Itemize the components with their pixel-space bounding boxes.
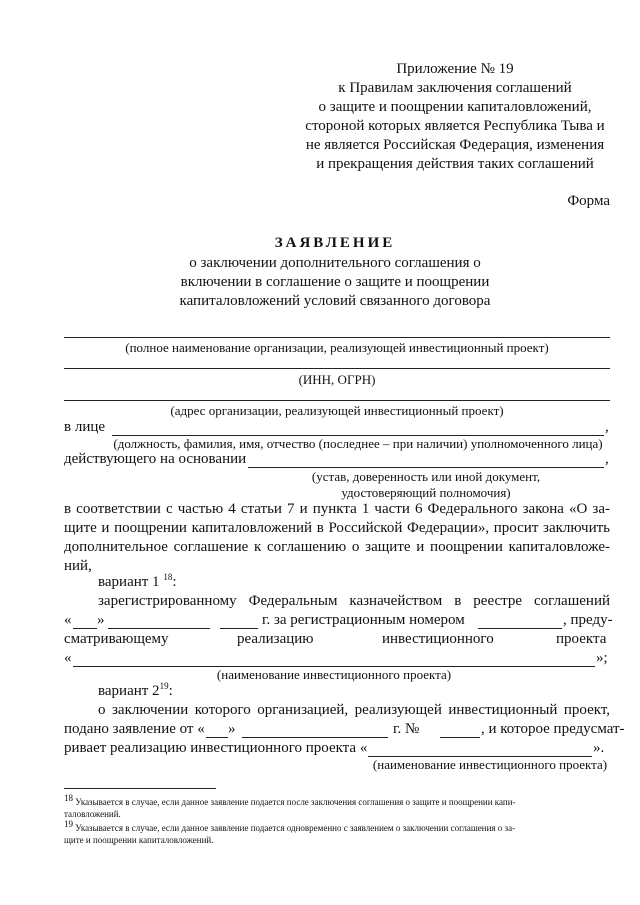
footnote-18 [64,793,610,808]
quote-open: « [64,650,72,666]
basis-hint: удостоверяющий полномочия) [341,485,511,500]
variant2-number-label: г. № [393,721,420,737]
variant1-month-field[interactable] [108,628,210,629]
appendix-line: стороной которых является Республика Тыва и [305,118,605,134]
position-hint: (должность, фамилия, имя, отчество (последнее – при наличии) уполномоченного лица) [113,436,603,451]
variant1-regnumber-field[interactable] [478,628,562,629]
org-name-hint: (полное наименование организации, реализующей инвестиционный проект) [125,340,549,355]
org-name-field[interactable] [64,337,610,338]
body-line: в соответствии с частью 4 статьи 7 и пункта 1 части 6 Федерального закона «О за- [64,501,610,517]
basis-field[interactable] [248,467,604,468]
variant2-label: вариант $2^{19}$: [98,681,173,699]
quote-close: » [228,721,236,737]
appendix-line: о защите и поощрении капиталовложений, [318,99,592,115]
inn-ogrn-field[interactable] [64,368,610,369]
inn-ogrn-hint: (ИНН, ОГРН) [298,372,376,387]
variant1-label: вариант 1 $^{18}$: [98,572,177,590]
footnote-text: Указывается в случае, если данное заявление подается одновременно с заявлением о заключении соглашения о за- [75,823,516,833]
variant1-year-label: г. за регистрационным номером [262,612,465,628]
footnote-ref-19[interactable]: 19 [159,681,169,691]
quote-close: »; [596,650,608,666]
appendix-number: Приложение № 19 [396,61,514,77]
body-line: ний, [64,558,92,574]
variant2-text: , и которое предусмат- [481,721,625,737]
footnote-19 [64,819,610,834]
variant2-day-field[interactable] [206,737,228,738]
appendix-line: к Правилам заключения соглашений [338,80,572,96]
footnote-ref-18[interactable]: 18 [163,572,173,582]
body-line: дополнительное соглашение к соглашению о защите и поощрении капиталовложе- [64,539,610,555]
footnote-text: таловложений. [64,809,121,819]
variant1-word: проекта [556,631,607,647]
variant2-number-field[interactable] [440,737,480,738]
variant1-line: зарегистрированному Федеральным казначейством в реестре соглашений [98,593,610,609]
basis-hint: (устав, доверенность или иной документ, [311,469,541,484]
footnote-separator [64,788,216,789]
variant2-text: ривает реализацию инвестиционного проекта « [64,740,368,756]
footnote-text: щите и поощрении капиталовложений. [64,835,214,845]
variant2-text: подано заявление от « [64,721,205,737]
variant1-year-field[interactable] [220,628,258,629]
variant1-word: реализацию [237,631,314,647]
in-person-label: в лице [64,419,106,435]
title-subline: о заключении дополнительного соглашения о [189,255,481,271]
quote-close: » [97,612,105,628]
footnote-number: 18 [64,793,73,803]
title-subline: капиталовложений условий связанного договора [179,293,491,309]
variant1-word: сматривающему [64,631,169,647]
address-field[interactable] [64,400,610,401]
appendix-line: и прекращения действия таких соглашений [316,156,594,172]
variant1-word: инвестиционного [382,631,494,647]
body-line: щите и поощрении капиталовложений в Российской Федерации», просит заключить [64,520,610,536]
variant2-date-field[interactable] [242,737,388,738]
variant2-line: о заключении которого организацией, реализующей инвестиционный проект, [98,702,610,718]
document-title: ЗАЯВЛЕНИЕ [274,235,396,251]
appendix-line: не является Российская Федерация, изменения [305,137,605,153]
title-subline: включении в соглашение о защите и поощрении [180,274,490,290]
footnote-number: 19 [64,819,73,829]
variant2-project-hint: (наименование инвестиционного проекта) [372,757,608,772]
form-label: Форма [567,193,610,209]
variant1-project-hint: (наименование инвестиционного проекта) [216,667,452,682]
quote-open: « [64,612,72,628]
footnote-text: Указывается в случае, если данное заявление подается после заключения соглашения о защите и поощрении капи- [75,797,516,807]
variant1-day-field[interactable] [73,628,97,629]
basis-label: действующего на основании [64,451,247,467]
comma: , [605,451,609,467]
address-hint: (адрес организации, реализующей инвестиционный проект) [170,403,504,418]
comma: , [605,419,609,435]
quote-close: ». [593,740,605,756]
variant1-line-end: , преду- [563,612,613,628]
